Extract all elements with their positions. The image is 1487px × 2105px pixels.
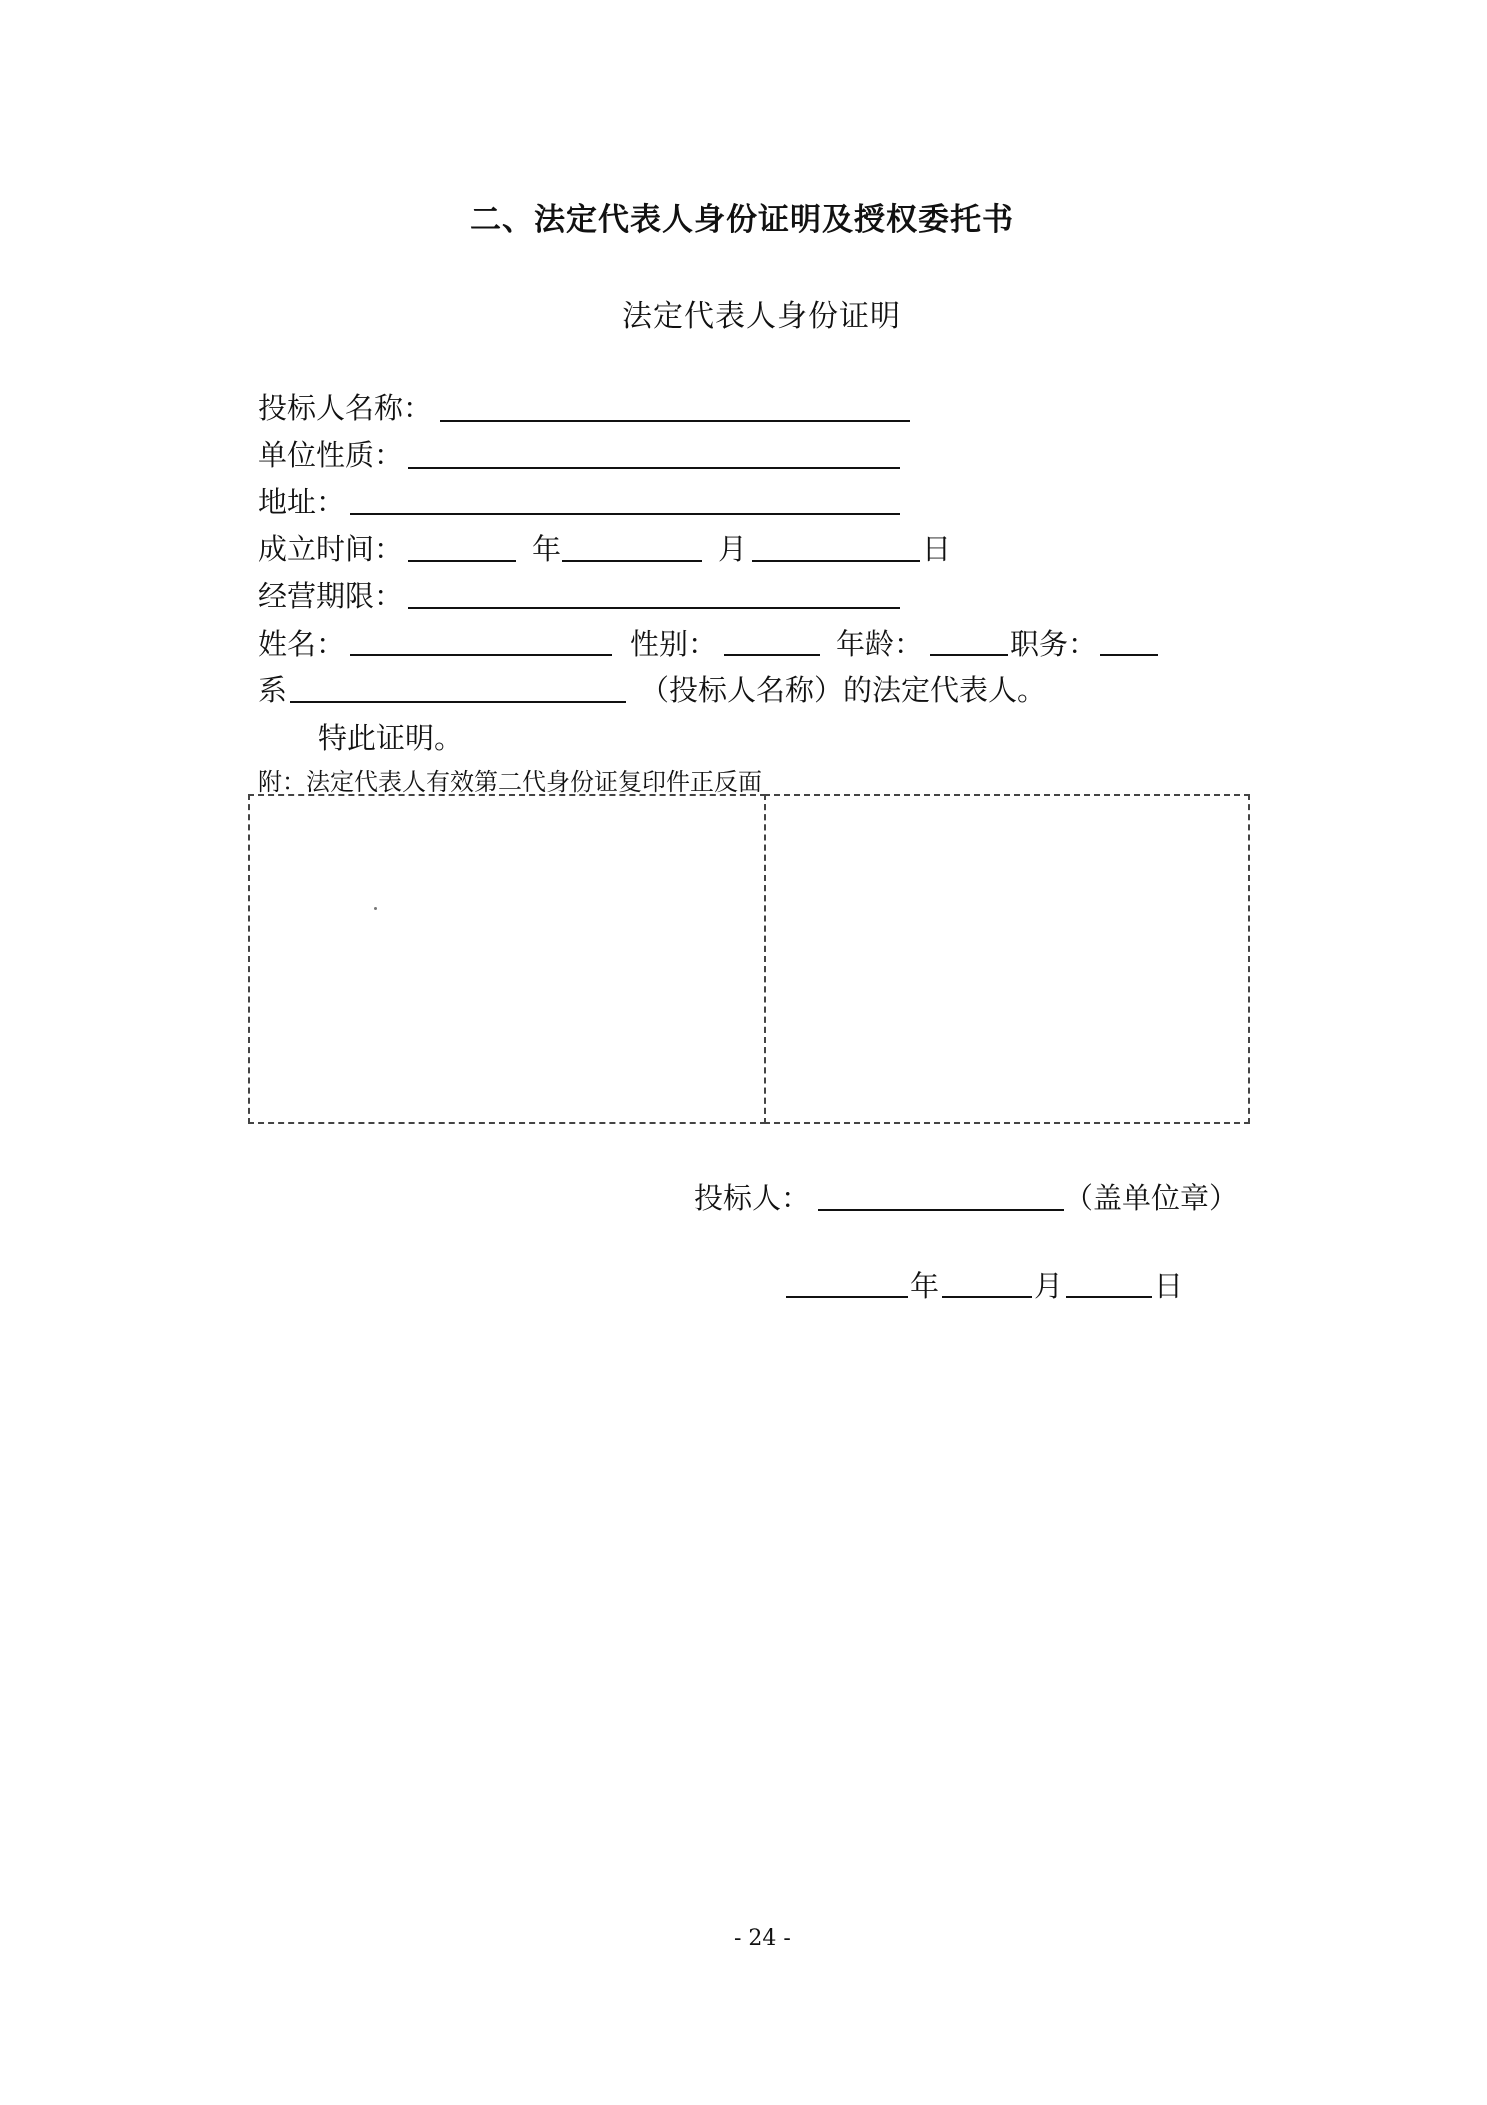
- age-field[interactable]: [930, 654, 1008, 656]
- position-label: 职务：: [1010, 627, 1098, 661]
- established-day-field[interactable]: [752, 560, 920, 562]
- attachment-note: 附：法定代表人有效第二代身份证复印件正反面: [258, 768, 762, 796]
- sign-month-field[interactable]: [942, 1296, 1032, 1298]
- business-term-label: 经营期限：: [258, 579, 404, 613]
- scan-speck: [374, 907, 377, 910]
- established-month-field[interactable]: [562, 560, 702, 562]
- gender-field[interactable]: [724, 654, 820, 656]
- business-term-field[interactable]: [408, 607, 900, 609]
- established-year-field[interactable]: [408, 560, 516, 562]
- address-label: 地址：: [258, 485, 346, 519]
- established-month-unit: 月: [718, 532, 748, 566]
- is-suffix-label: （投标人名称）的法定代表人。: [640, 673, 1047, 707]
- established-label: 成立时间：: [258, 532, 404, 566]
- bidder-signature-label: 投标人：: [694, 1181, 811, 1215]
- page-subtitle: 法定代表人身份证明: [622, 299, 901, 334]
- sign-month-unit: 月: [1034, 1269, 1064, 1303]
- certify-text: 特此证明。: [318, 721, 464, 755]
- id-card-back-box: [764, 794, 1250, 1124]
- position-field[interactable]: [1100, 654, 1158, 656]
- established-year-unit: 年: [532, 532, 562, 566]
- name-label: 姓名：: [258, 627, 346, 661]
- gender-label: 性别：: [630, 627, 718, 661]
- seal-note: （盖单位章）: [1064, 1181, 1239, 1215]
- company-name-field[interactable]: [290, 701, 626, 703]
- bidder-name-field[interactable]: [440, 420, 910, 422]
- sign-year-field[interactable]: [786, 1296, 908, 1298]
- age-label: 年龄：: [836, 627, 924, 661]
- bidder-signature-field[interactable]: [818, 1209, 1064, 1211]
- sign-day-unit: 日: [1154, 1269, 1184, 1303]
- unit-nature-label: 单位性质：: [258, 438, 404, 472]
- sign-year-unit: 年: [910, 1269, 940, 1303]
- page-number: - 24 -: [734, 1926, 791, 1951]
- address-field[interactable]: [350, 513, 900, 515]
- is-prefix-label: 系: [258, 673, 288, 707]
- id-card-front-box: [248, 794, 766, 1124]
- bidder-name-label: 投标人名称：: [258, 391, 433, 425]
- name-field[interactable]: [350, 654, 612, 656]
- established-day-unit: 日: [922, 532, 952, 566]
- section-title: 二、法定代表人身份证明及授权委托书: [470, 202, 1014, 238]
- sign-day-field[interactable]: [1066, 1296, 1152, 1298]
- unit-nature-field[interactable]: [408, 467, 900, 469]
